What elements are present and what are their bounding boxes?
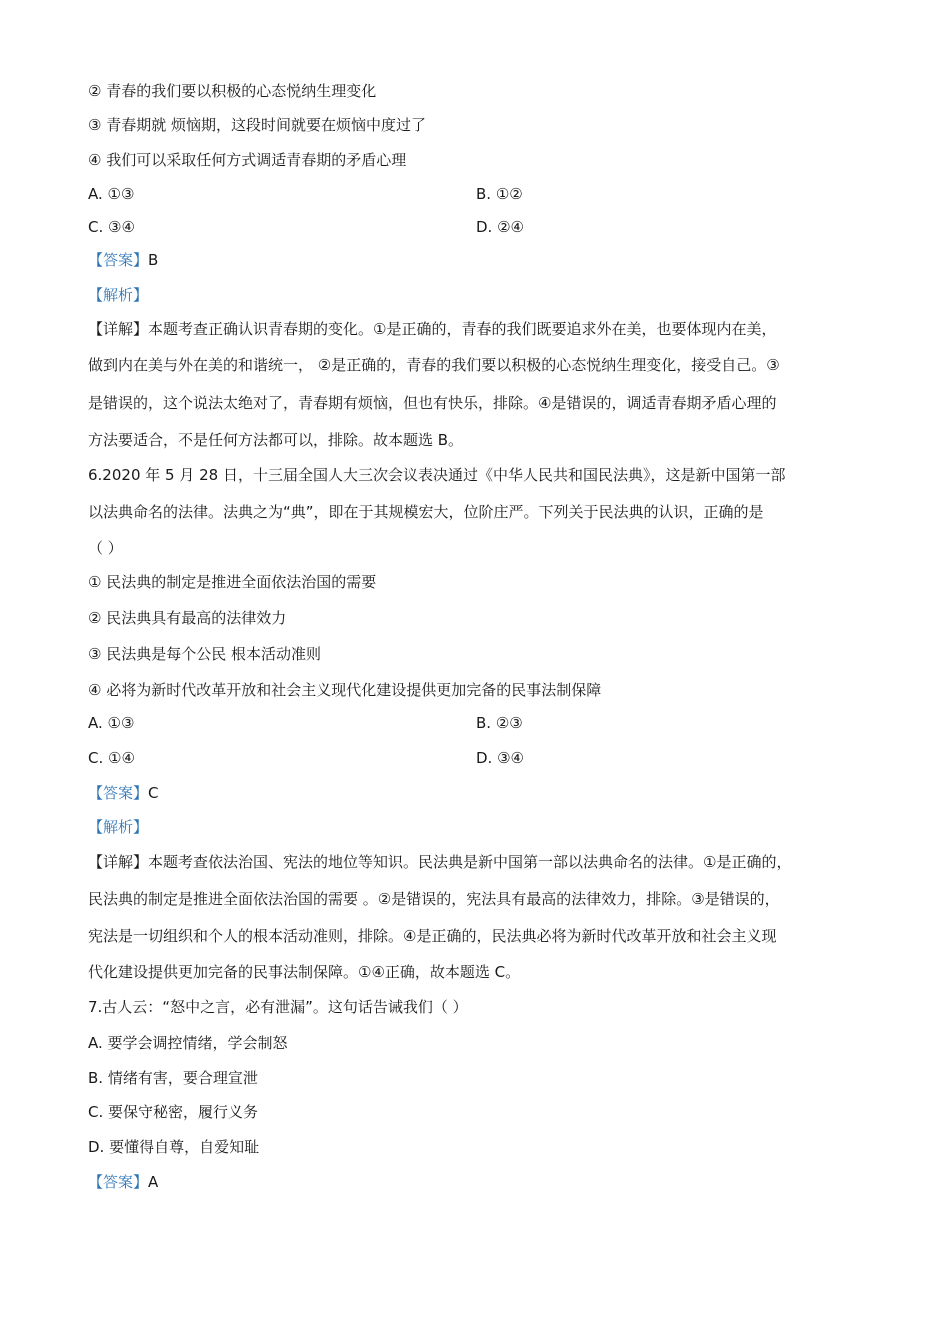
q7-option-b: B. 情绪有害，要合理宣泄 (88, 1069, 258, 1087)
q5-answer (88, 249, 158, 271)
q6-option-c: C. ①④ (88, 749, 135, 767)
q5-detail-line-2: 做到内在美与外在美的和谐统一， ②是正确的，青春的我们要以积极的心态悦纳生理变化，接受自己。③ (88, 356, 780, 374)
q6-analysis-label: 【解析】 (88, 818, 149, 836)
q6-item-3: ③ 民法典是每个公民 根本活动准则 (88, 645, 321, 663)
answer-label: 【答案】 (88, 1173, 149, 1191)
q6-detail-line-2: 民法典的制定是推进全面依法治国的需要 。②是错误的，宪法具有最高的法律效力，排除。③是错误的， (88, 890, 780, 908)
q6-item-4: ④ 必将为新时代改革开放和社会主义现代化建设提供更加完备的民事法制保障 (88, 681, 602, 699)
q6-detail-line-4: 代化建设提供更加完备的民事法制保障。①④正确，故本题选 C。 (88, 963, 521, 981)
q7-answer (88, 1171, 158, 1193)
q6-stem-line-2: 以法典命名的法律。法典之为“典”，即在于其规模宏大，位阶庄严。下列关于民法典的认识，正确的是 (88, 503, 764, 521)
q7-option-a: A. 要学会调控情绪，学会制怒 (88, 1034, 288, 1052)
q6-item-2: ② 民法典具有最高的法律效力 (88, 609, 287, 627)
q6-item-1: ① 民法典的制定是推进全面依法治国的需要 (88, 573, 377, 591)
q5-item-3: ③ 青春期就 烦恼期，这段时间就要在烦恼中度过了 (88, 116, 426, 134)
q6-option-a: A. ①③ (88, 714, 135, 732)
q5-analysis-label: 【解析】 (88, 286, 149, 304)
q5-option-c: C. ③④ (88, 218, 135, 236)
q5-detail-line-3: 是错误的，这个说法太绝对了，青春期有烦恼，但也有快乐，排除。④是错误的，调适青春期矛盾心理的 (88, 394, 777, 412)
q6-answer (88, 782, 159, 804)
q5-option-d: D. ②④ (476, 218, 524, 236)
answer-value: C (148, 784, 159, 802)
answer-value: B (148, 251, 159, 269)
q6-option-d: D. ③④ (476, 749, 524, 767)
q5-item-4: ④ 我们可以采取任何方式调适青春期的矛盾心理 (88, 151, 407, 169)
q7-option-c: C. 要保守秘密，履行义务 (88, 1103, 259, 1121)
q6-stem-line-3: （ ） (88, 539, 123, 557)
q6-detail-line-3: 宪法是一切组织和个人的根本活动准则，排除。④是正确的，民法典必将为新时代改革开放和社会主义现 (88, 927, 777, 945)
detail-label: 【详解】 (88, 853, 149, 871)
answer-label: 【答案】 (88, 251, 149, 269)
detail-label: 【详解】 (88, 320, 149, 338)
q6-detail-line-1: 【详解】本题考查依法治国、宪法的地位等知识。民法典是新中国第一部以法典命名的法律。①是正确的， (88, 853, 792, 871)
q7-option-d: D. 要懂得自尊，自爱知耻 (88, 1138, 260, 1156)
q5-item-2: ② 青春的我们要以积极的心态悦纳生理变化 (88, 82, 377, 100)
q5-detail-line-4: 方法要适合，不是任何方法都可以，排除。故本题选 B。 (88, 431, 464, 449)
q6-option-b: B. ②③ (476, 714, 523, 732)
q6-stem-line-1: 6.2020 年 5 月 28 日，十三届全国人大三次会议表决通过《中华人民共和国民法典》，这是新中国第一部 (88, 466, 786, 484)
q5-option-a: A. ①③ (88, 185, 135, 203)
answer-value: A (148, 1173, 159, 1191)
q5-detail-line-1: 【详解】本题考查正确认识青春期的变化。①是正确的，青春的我们既要追求外在美，也要体现内在美， (88, 320, 777, 338)
answer-label: 【答案】 (88, 784, 149, 802)
q5-option-b: B. ①② (476, 185, 523, 203)
q7-stem: 7.古人云：“怒中之言，必有泄漏”。这句话告诫我们（ ） (88, 998, 468, 1016)
